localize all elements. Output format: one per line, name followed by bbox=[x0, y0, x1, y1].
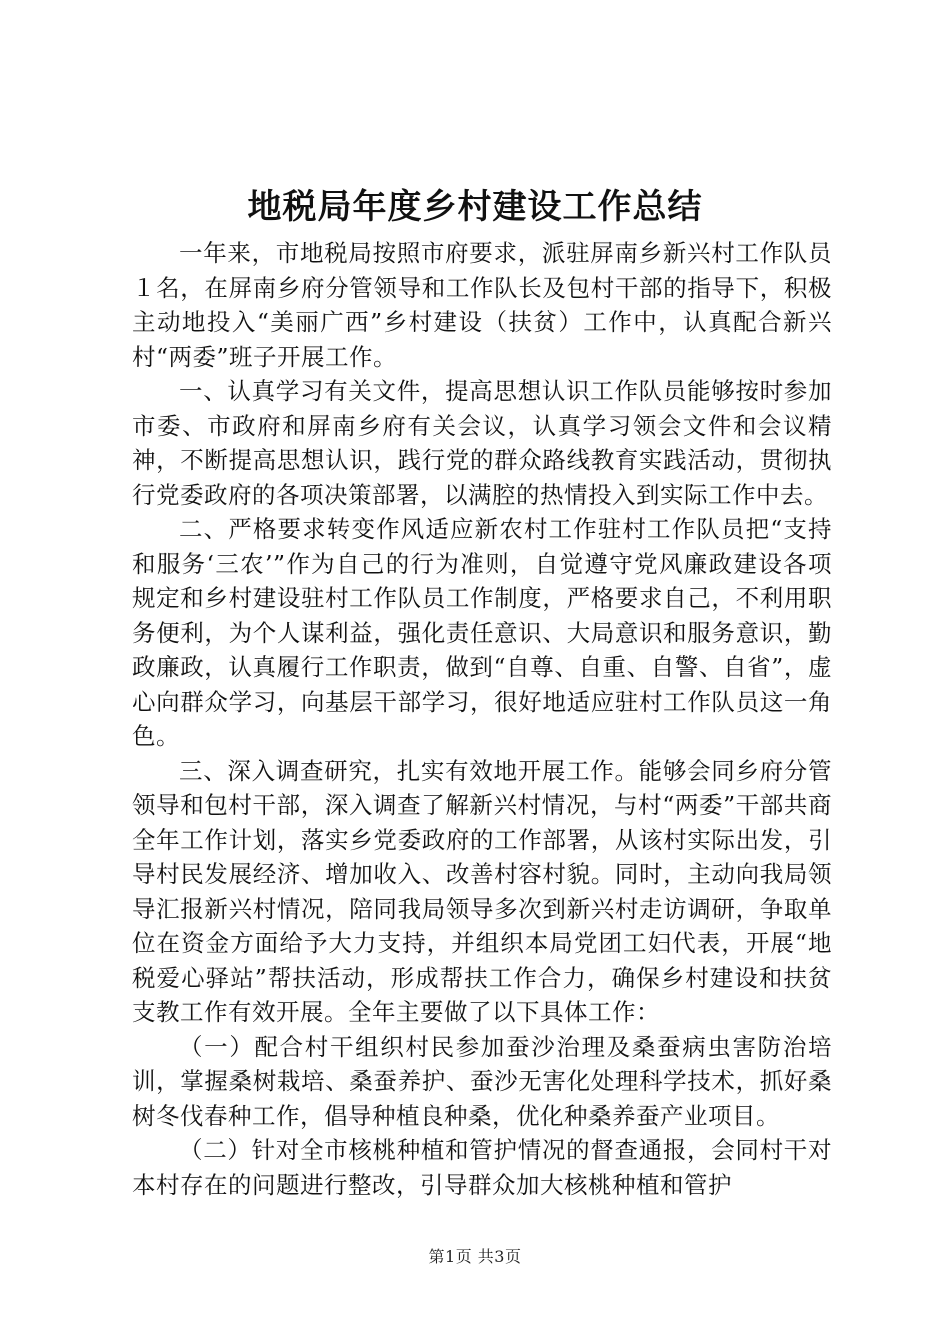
document-title: 地税局年度乡村建设工作总结 bbox=[247, 187, 703, 227]
paragraph-intro: 一年来，市地税局按照市府要求，派驻屏南乡新兴村工作队员１名，在屏南乡府分管领导和工作队长及包村干部的指导下，积极主动地投入“美丽广西”乡村建设（扶贫）工作中，认真配合新兴村“两委”班子开展工作。 bbox=[132, 239, 832, 371]
page-footer: 第1页 共3页 bbox=[428, 1247, 522, 1266]
paragraph-section-3: 三、深入调查研究，扎实有效地开展工作。能够会同乡府分管领导和包村干部，深入调查了解新兴村情况，与村“两委”干部共商全年工作计划，落实乡党委政府的工作部署，从该村实际出发，引导村民发展经济、增加收入、改善村容村貌。同时，主动向我局领导汇报新兴村情况，陪同我局领导多次到新兴村走访调研，争取单位在资金方面给予大力支持，并组织本局党团工妇代表，开展“地税爱心驿站”帮扶活动，形成帮扶工作合力，确保乡村建设和扶贫支教工作有效开展。全年主要做了以下具体工作： bbox=[132, 756, 832, 1026]
paragraph-item-1: （一）配合村干组织村民参加蚕沙治理及桑蚕病虫害防治培训，掌握桑树栽培、桑蚕养护、蚕沙无害化处理科学技术，抓好桑树冬伐春种工作，倡导种植良种桑，优化种桑养蚕产业项目。 bbox=[132, 1032, 832, 1130]
document-body bbox=[132, 236, 832, 1202]
paragraph-section-2: 二、严格要求转变作风适应新农村工作驻村工作队员把“支持和服务‘三农’”作为自己的行为准则，自觉遵守党风廉政建设各项规定和乡村建设驻村工作队员工作制度，严格要求自己，不利用职务便利，为个人谋利益，强化责任意识、大局意识和服务意识，勤政廉政，认真履行工作职责，做到“自尊、自重、自警、自省”，虚心向群众学习，向基层干部学习，很好地适应驻村工作队员这一角色。 bbox=[132, 515, 832, 750]
paragraph-item-2: （二）针对全市核桃种植和管护情况的督查通报，会同村干对本村存在的问题进行整改，引导群众加大核桃种植和管护 bbox=[132, 1136, 832, 1199]
paragraph-section-1: 一、认真学习有关文件，提高思想认识工作队员能够按时参加市委、市政府和屏南乡府有关会议，认真学习领会文件和会议精神，不断提高思想认识，践行党的群众路线教育实践活动，贯彻执行党委政府的各项决策部署，以满腔的热情投入到实际工作中去。 bbox=[132, 377, 832, 509]
